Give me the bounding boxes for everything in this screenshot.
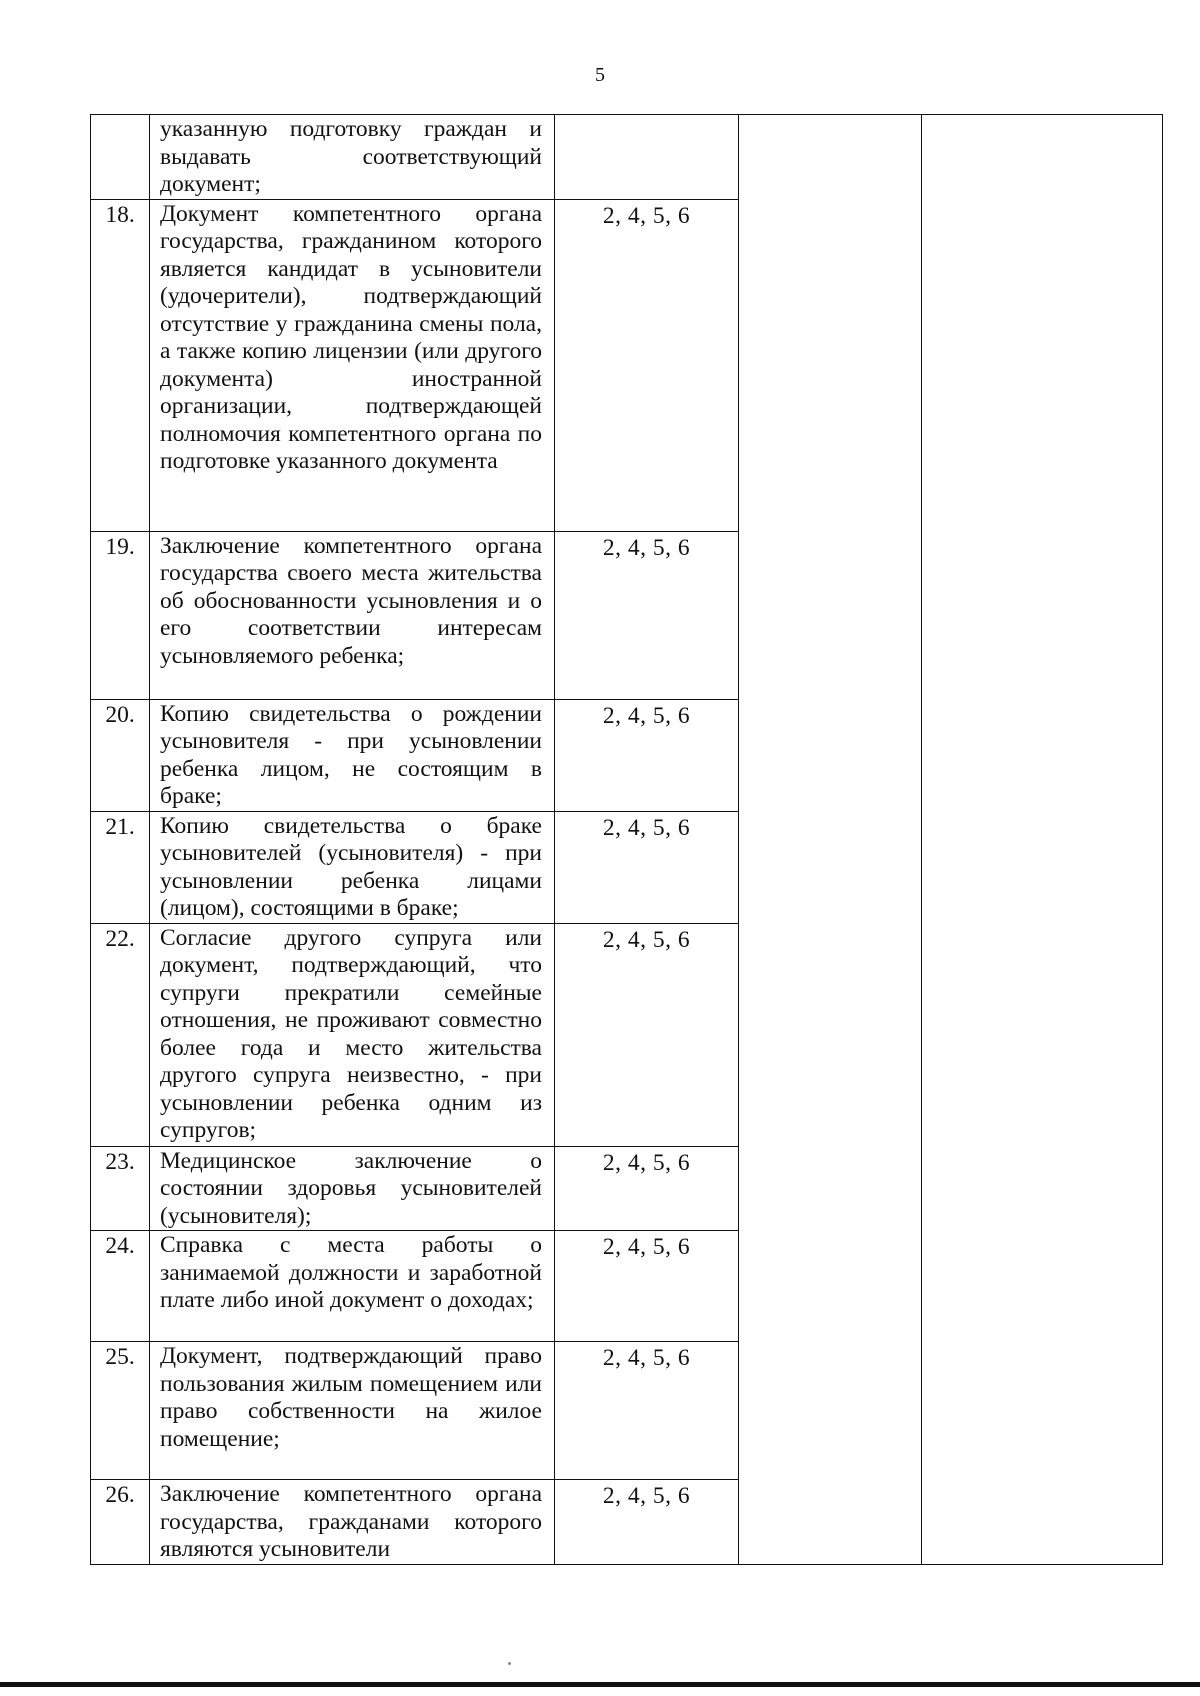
procedure-codes: 2, 4, 5, 6: [555, 1480, 739, 1565]
procedure-codes: 2, 4, 5, 6: [555, 1231, 739, 1342]
procedure-codes: [555, 115, 739, 200]
procedure-codes: 2, 4, 5, 6: [555, 199, 739, 531]
row-number: 23.: [91, 1146, 150, 1231]
row-number: 26.: [91, 1480, 150, 1565]
procedure-codes: 2, 4, 5, 6: [555, 1342, 739, 1480]
row-number: 20.: [91, 699, 150, 811]
document-description: Документ компетентного органа государства, гражданином которого является кандидат в усыновители (удочерители), подтверждающий отсутствие у гражданина смены пола, а также копию лицензии (или другого документа) иностранной организации, подтверждающей полномочия компетентного органа по подготовке указанного документа: [150, 199, 555, 531]
procedure-codes: 2, 4, 5, 6: [555, 923, 739, 1146]
document-description: указанную подготовку граждан и выдавать соответствующий документ;: [150, 115, 555, 200]
row-number: 24.: [91, 1231, 150, 1342]
empty-column-5: [922, 115, 1163, 1565]
row-number: 21.: [91, 811, 150, 923]
procedure-codes: 2, 4, 5, 6: [555, 811, 739, 923]
document-description: Медицинское заключение о состоянии здоровья усыновителей (усыновителя);: [150, 1146, 555, 1231]
document-description: Заключение компетентного органа государства своего места жительства об обоснованности усыновления и о его соответствии интересам усыновляемого ребенка;: [150, 531, 555, 699]
row-number: 25.: [91, 1342, 150, 1480]
document-description: Согласие другого супруга или документ, подтверждающий, что супруги прекратили семейные отношения, не проживают совместно более года и место жительства другого супруга неизвестно, - при усыновлении ребенка одним из супругов;: [150, 923, 555, 1146]
document-description: Справка с места работы о занимаемой должности и заработной плате либо иной документ о доходах;: [150, 1231, 555, 1342]
row-number: 19.: [91, 531, 150, 699]
document-description: Копию свидетельства о рождении усыновителя - при усыновлении ребенка лицом, не состоящим в браке;: [150, 699, 555, 811]
document-description: Заключение компетентного органа государства, гражданами которого являются усыновители: [150, 1480, 555, 1565]
row-number: 18.: [91, 199, 150, 531]
procedure-codes: 2, 4, 5, 6: [555, 699, 739, 811]
page-number: 5: [595, 64, 605, 86]
procedure-codes: 2, 4, 5, 6: [555, 531, 739, 699]
empty-column-4: [739, 115, 922, 1565]
document-description: Документ, подтверждающий право пользования жилым помещением или право собственности на жилое помещение;: [150, 1342, 555, 1480]
row-number: 22.: [91, 923, 150, 1146]
scan-bottom-edge: [0, 1682, 1200, 1687]
documents-table: [90, 114, 1163, 1565]
procedure-codes: 2, 4, 5, 6: [555, 1146, 739, 1231]
row-number: [91, 115, 150, 200]
scan-speck: [508, 1662, 511, 1665]
table-row: [91, 115, 1163, 200]
document-description: Копию свидетельства о браке усыновителей (усыновителя) - при усыновлении ребенка лицами (лицом), состоящими в браке;: [150, 811, 555, 923]
